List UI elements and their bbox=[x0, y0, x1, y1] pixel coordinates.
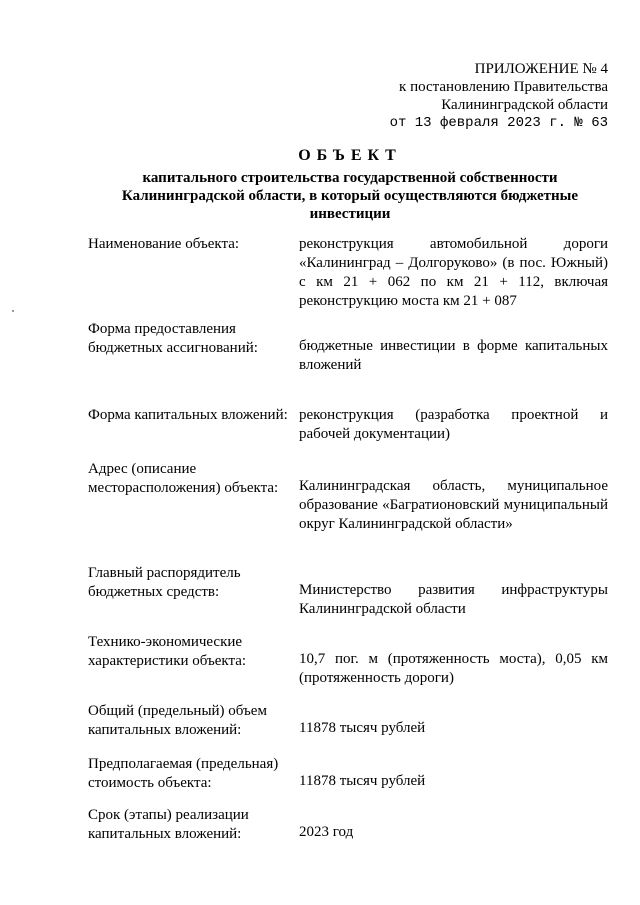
row-value: 10,7 пог. м (протяженность моста), 0,05 км (протяженность дороги) bbox=[299, 651, 608, 686]
row-label: Форма предоставления бюджетных ассигнований: bbox=[88, 321, 258, 356]
appendix-number: ПРИЛОЖЕНИЕ № 4 bbox=[474, 61, 608, 77]
row-value: 2023 год bbox=[299, 824, 354, 840]
document-title bbox=[80, 147, 620, 223]
row-label: Адрес (описание месторасположения) объекта: bbox=[88, 461, 279, 496]
resolution-ref: к постановлению Правительства bbox=[399, 79, 608, 95]
resolution-date-number: от 13 февраля 2023 г. № 63 bbox=[389, 115, 608, 131]
row-label: Главный распорядитель бюджетных средств: bbox=[88, 565, 241, 600]
row-label: Технико-экономические характеристики объекта: bbox=[88, 634, 247, 669]
row-value: реконструкция (разработка проектной и рабочей документации) bbox=[299, 407, 608, 442]
row-value: бюджетные инвестиции в форме капитальных вложений bbox=[299, 338, 608, 373]
row-label: Предполагаемая (предельная) стоимость объекта: bbox=[88, 756, 279, 791]
row-value: 11878 тысяч рублей bbox=[299, 773, 426, 789]
title-subtitle: капитального строительства государственной собственности Калининградской области, в который осуществляются бюджетные инвестиции bbox=[121, 170, 579, 222]
appendix-header bbox=[348, 60, 608, 132]
region-name: Калининградской области bbox=[441, 97, 608, 113]
row-value: 11878 тысяч рублей bbox=[299, 720, 426, 736]
row-label: Срок (этапы) реализации капитальных вложений: bbox=[88, 807, 249, 842]
title-main: ОБЪЕКТ bbox=[298, 147, 402, 164]
row-value: реконструкция автомобильной дороги «Калининград – Долгоруково» (в пос. Южный) с км 21 + 062 по км 21 + 112, включая реконструкцию моста км 21 + 087 bbox=[299, 236, 608, 309]
row-label: Общий (предельный) объем капитальных вложений: bbox=[88, 703, 267, 738]
row-value: Министерство развития инфраструктуры Калининградской области bbox=[299, 582, 608, 617]
row-label: Наименование объекта: bbox=[88, 236, 240, 252]
scan-speck bbox=[12, 310, 14, 312]
row-value: Калининградская область, муниципальное образование «Багратионовский муниципальный округ Калининградской области» bbox=[299, 478, 608, 532]
row-label: Форма капитальных вложений: bbox=[88, 407, 288, 423]
